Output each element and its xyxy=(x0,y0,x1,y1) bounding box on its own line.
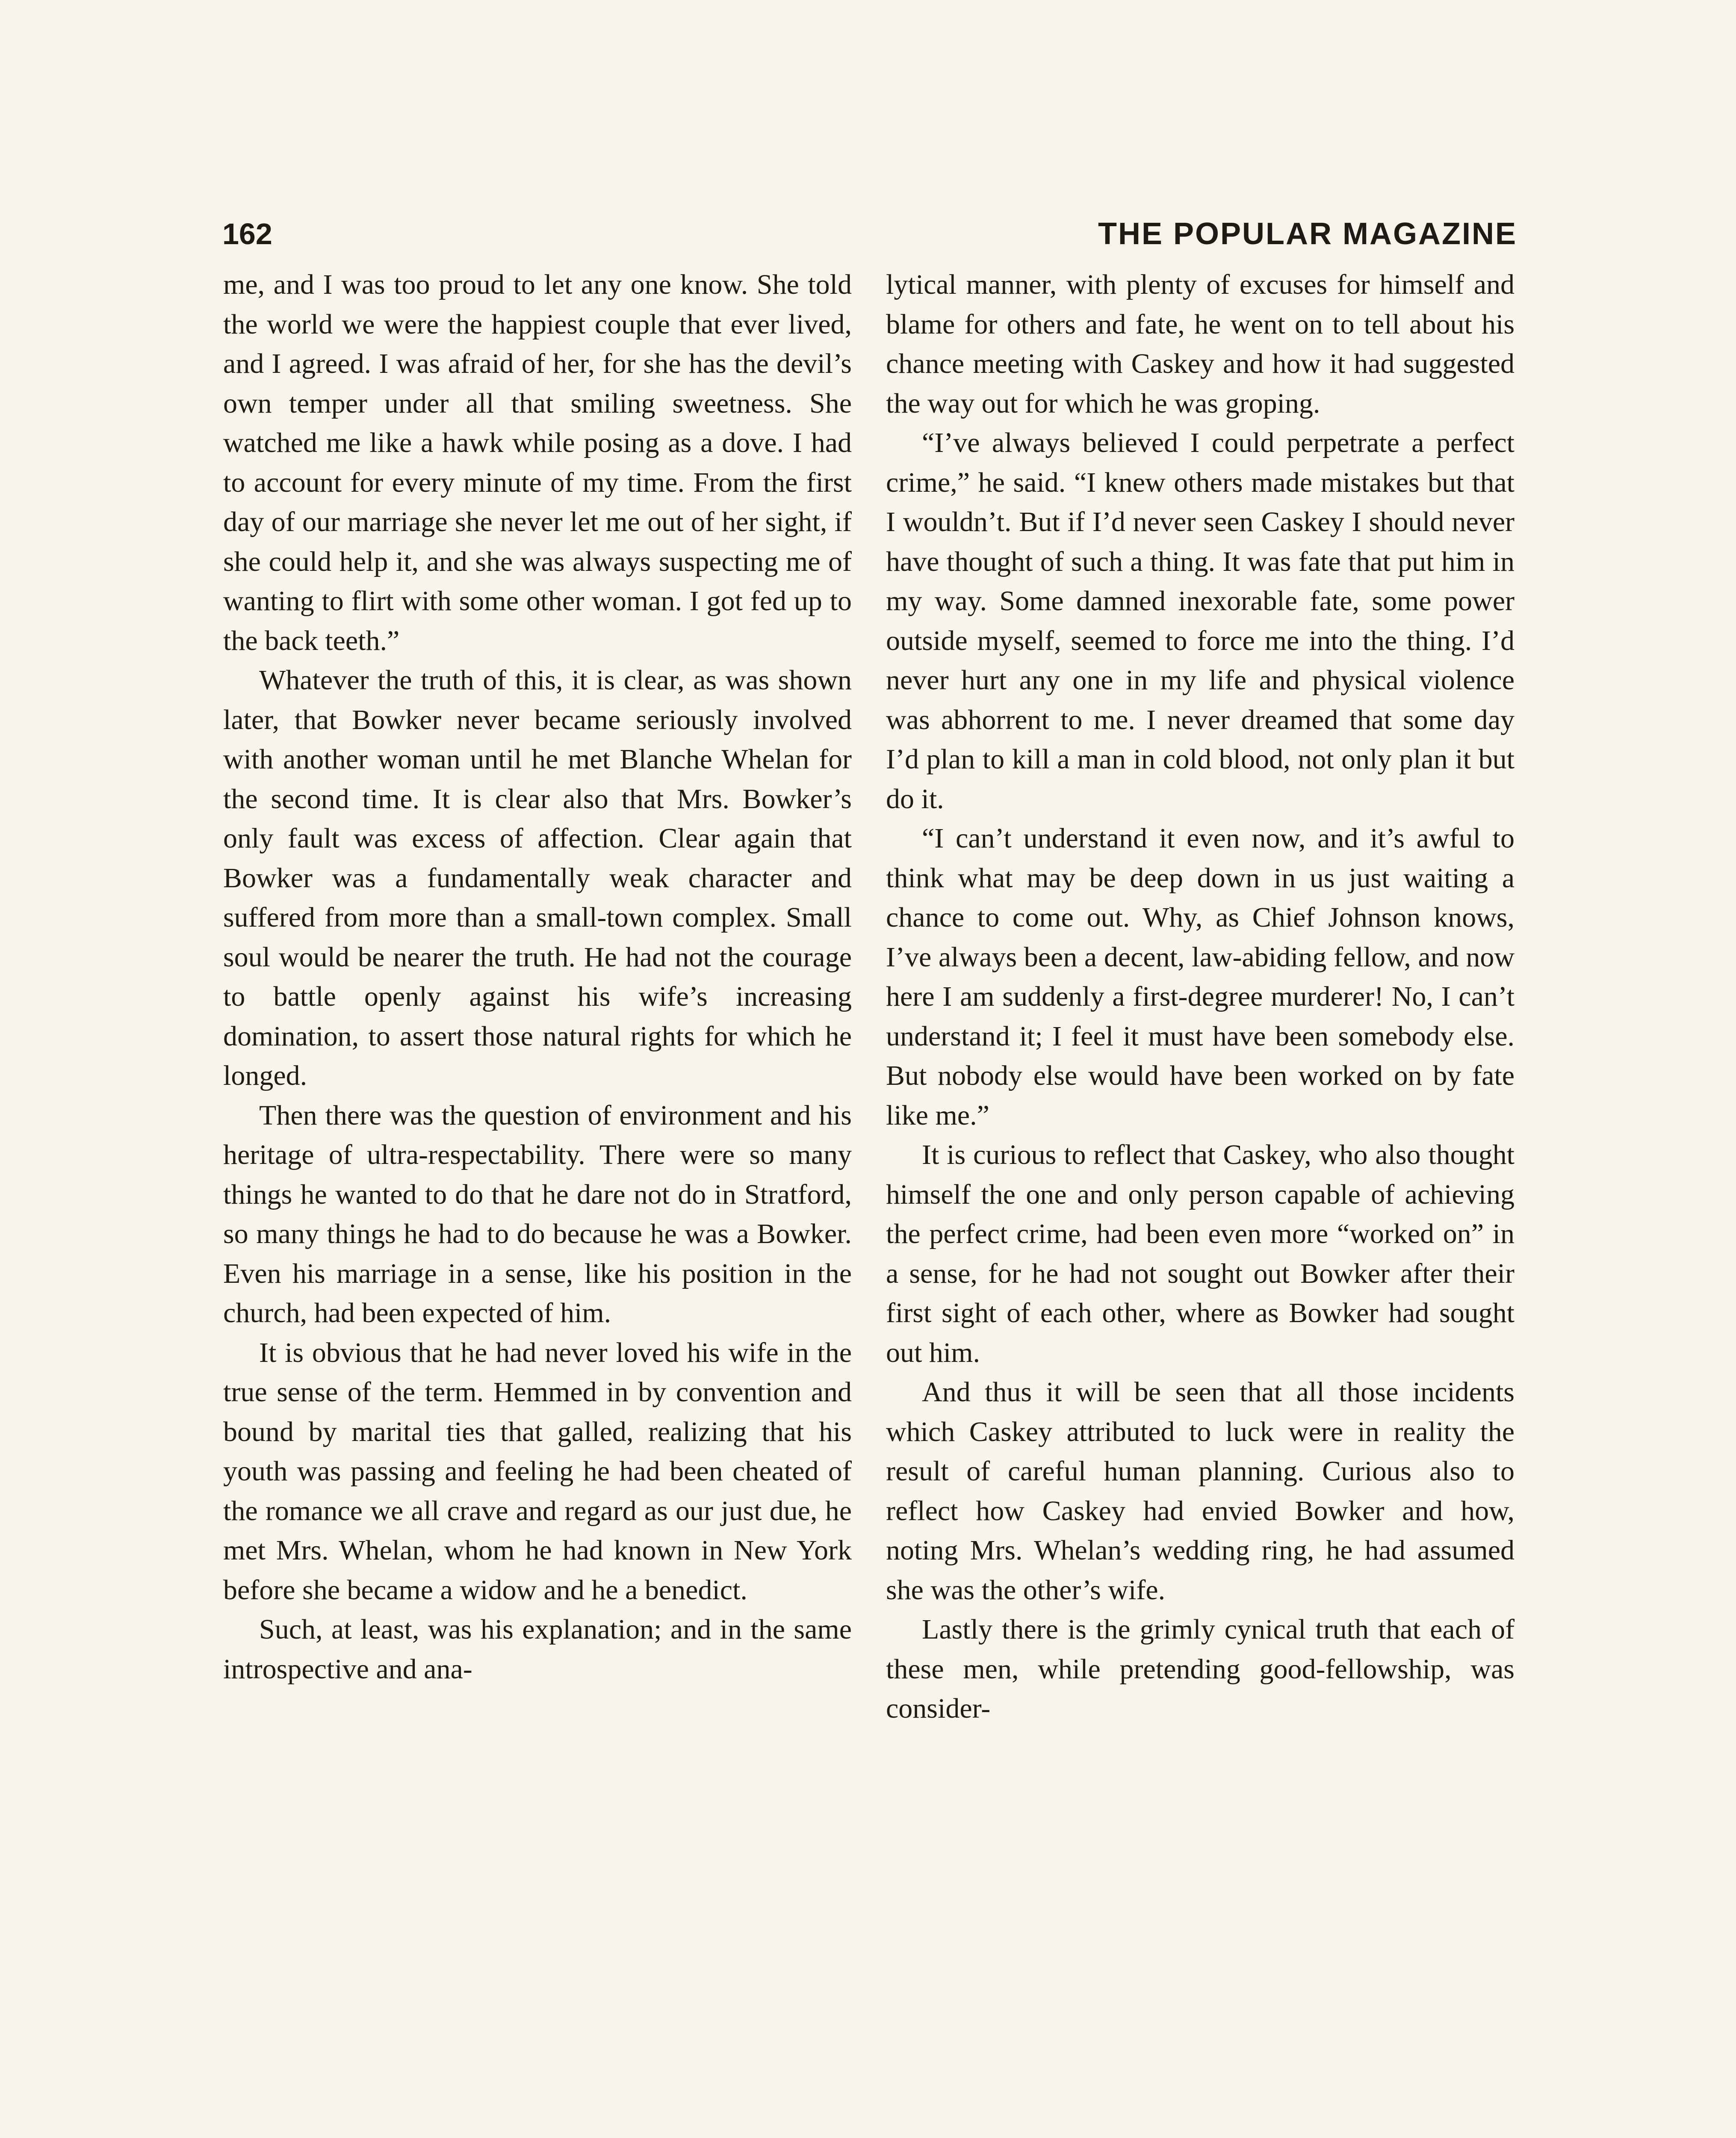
paragraph: “I can’t understand it even now, and it’s awful to think what may be deep down in us just waiting a chance to come out. Why, as Chief Johnson knows, I’ve always been a decent, law-abiding fellow, and now here I am suddenly a first-degree murderer! No, I can’t understand it; I feel it must have been somebody else. But nobody else would have been worked on by fate like me.” xyxy=(886,823,1515,1131)
paragraph: “I’ve always believed I could perpetrate a perfect crime,” he said. “I knew others made mistakes but that I wouldn’t. But if I’d never seen Caskey I should never have thought of such a thing. It was fate that put him in my way. Some damned inexorable fate, some power outside myself, seemed to force me into the thing. I’d never hurt any one in my life and physical violence was abhorrent to me. I never dreamed that some day I’d plan to kill a man in cold blood, not only plan it but do it. xyxy=(886,427,1515,815)
paragraph: Lastly there is the grimly cynical truth that each of these men, while pretending good-fellowship, was consider- xyxy=(886,1614,1515,1724)
paragraph: It is obvious that he had never loved his wife in the true sense of the term. Hemmed in by convention and bound by marital ties that galled, realizing that his youth was passing and feeling he had been cheated of the romance we all crave and regard as our just due, he met Mrs. Whelan, whom he had known in New York before she became a widow and he a benedict. xyxy=(223,1337,852,1606)
paragraph: It is curious to reflect that Caskey, who also thought himself the one and only person capable of achieving the perfect crime, had been even more “worked on” in a sense, for he had not sought out Bowker after their first sight of each other, where as Bowker had sought out him. xyxy=(886,1139,1515,1368)
page-number: 162 xyxy=(222,217,272,251)
paragraph: Whatever the truth of this, it is clear, as was shown later, that Bowker never became seriously involved with another woman until he met Blanche Whelan for the second time. It is clear also that Mrs. Bowker’s only fault was excess of affection. Clear again that Bowker was a fundamentally weak character and suffered from more than a small-town complex. Small soul would be nearer the truth. He had not the courage to battle openly against his wife’s increasing domination, to assert those natural rights for which he longed. xyxy=(223,664,852,1091)
right-column xyxy=(886,265,1515,1729)
paragraph: lytical manner, with plenty of excuses for himself and blame for others and fate, he went on to tell about his chance meeting with Caskey and how it had suggested the way out for which he was groping. xyxy=(886,269,1515,419)
paragraph: Such, at least, was his explanation; and in the same introspective and ana- xyxy=(223,1614,852,1685)
paragraph: And thus it will be seen that all those incidents which Caskey attributed to luck were in reality the result of careful human planning. Curious also to reflect how Caskey had envied Bowker and how, noting Mrs. Whelan’s wedding ring, he had assumed she was the other’s wife. xyxy=(886,1376,1515,1606)
running-head: THE POPULAR MAGAZINE xyxy=(1098,217,1517,251)
paragraph: me, and I was too proud to let any one know. She told the world we were the happiest couple that ever lived, and I agreed. I was afraid of her, for she has the devil’s own temper under all that smiling sweetness. She watched me like a hawk while posing as a dove. I had to account for every minute of my time. From the first day of our marriage she never let me out of her sight, if she could help it, and she was always suspecting me of wanting to flirt with some other woman. I got fed up to the back teeth.” xyxy=(223,269,852,656)
paragraph: Then there was the question of environment and his heritage of ultra-respectability. There were so many things he wanted to do that he dare not do in Stratford, so many things he had to do because he was a Bowker. Even his marriage in a sense, like his position in the church, had been expected of him. xyxy=(223,1099,852,1329)
left-column xyxy=(223,265,852,1689)
